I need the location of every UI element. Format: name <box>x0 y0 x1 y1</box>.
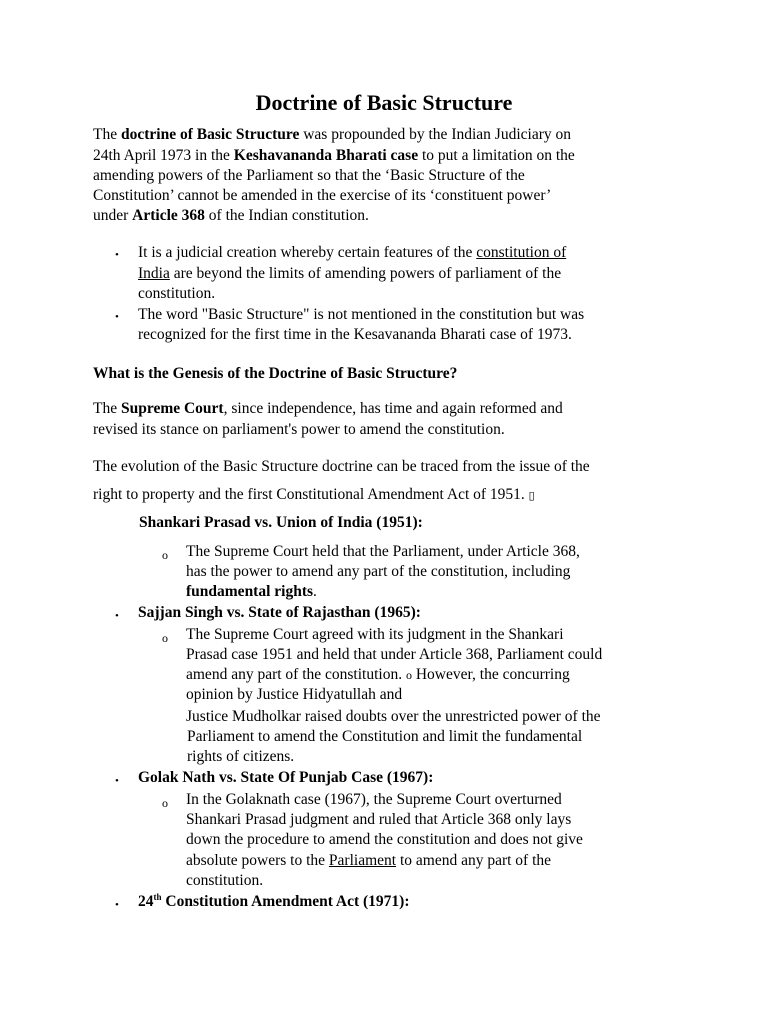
bold-term: Article 368 <box>132 207 205 224</box>
bullet1-line-3: constitution. <box>138 285 216 302</box>
intro-line-4: Constitution’ cannot be amended in the exercise of its ‘constituent power’ <box>93 187 552 204</box>
sajjan-line-7: rights of citizens. <box>187 748 295 765</box>
shankari-line-1: The Supreme Court held that the Parliament, under Article 368, <box>186 543 580 560</box>
text: to put a limitation on the <box>418 147 575 164</box>
bullet2-line-2: recognized for the first time in the Kesavananda Bharati case of 1973. <box>138 326 572 343</box>
parliament-link[interactable]: Parliament <box>328 852 397 869</box>
sajjan-line-4: opinion by Justice Hidyatullah and <box>186 686 403 703</box>
text: absolute powers to the <box>186 852 329 869</box>
intro-line-5 <box>93 206 369 227</box>
intro-line-2 <box>93 146 575 167</box>
intro-line-3: amending powers of the Parliament so that the ‘Basic Structure of the <box>93 167 525 184</box>
missing-glyph-icon: ▯ <box>528 489 535 502</box>
text: right to property and the first Constitutional Amendment Act of 1951. <box>93 486 525 503</box>
sajjan-heading: Sajjan Singh vs. State of Rajasthan (1965): <box>138 604 421 621</box>
golak-line-5: constitution. <box>186 872 264 889</box>
shankari-heading: Shankari Prasad vs. Union of India (1951): <box>139 514 423 531</box>
bullet-icon: • <box>115 899 119 911</box>
golak-line-3: down the procedure to amend the constitution and does not give <box>186 831 583 848</box>
golak-line-1: In the Golaknath case (1967), the Supreme Court overturned <box>186 791 562 808</box>
text: are beyond the limits of amending powers of parliament of the <box>169 265 562 282</box>
bold-term: doctrine of Basic Structure <box>120 126 300 143</box>
bold-term: fundamental rights <box>186 583 314 600</box>
sajjan-line-5: Justice Mudholkar raised doubts over the unrestricted power of the <box>186 708 601 725</box>
para2-line-1 <box>93 399 563 420</box>
constitution-link[interactable]: constitution of <box>476 244 567 261</box>
sub-bullet-icon: o <box>405 668 412 682</box>
text: The <box>93 400 121 417</box>
bold-term: Keshavananda Bharati case <box>233 147 419 164</box>
bullet1-line-2 <box>138 264 561 285</box>
sajjan-line-2: Prasad case 1951 and held that under Article 368, Parliament could <box>186 646 603 663</box>
bullet-icon: • <box>115 249 119 261</box>
text: under <box>93 207 133 224</box>
text: 24th April 1973 in the <box>93 147 234 164</box>
intro-line-1 <box>93 125 571 146</box>
shankari-line-2: has the power to amend any part of the constitution, including <box>186 563 571 580</box>
text: amend any part of the constitution. <box>186 666 406 683</box>
sub-bullet-icon: o <box>162 548 168 562</box>
golak-line-2: Shankari Prasad judgment and ruled that Article 368 only lays <box>186 811 572 828</box>
sajjan-line-1: The Supreme Court agreed with its judgment in the Shankari <box>186 626 564 643</box>
bullet-icon: • <box>115 775 119 787</box>
para3-line-2 <box>93 485 535 507</box>
para3-line-1: The evolution of the Basic Structure doctrine can be traced from the issue of the <box>93 458 590 475</box>
text: , since independence, has time and again reformed and <box>223 400 563 417</box>
text: 24 <box>138 893 154 910</box>
bullet-icon: • <box>115 610 119 622</box>
sajjan-line-3 <box>186 665 570 686</box>
sub-bullet-icon: o <box>162 631 168 645</box>
text: . <box>313 583 317 600</box>
india-link[interactable]: India <box>138 265 170 282</box>
text: Constitution Amendment Act (1971): <box>161 893 410 910</box>
ordinal-suffix: th <box>153 891 162 902</box>
amendment-24-heading <box>138 892 410 913</box>
bullet-icon: • <box>115 311 119 323</box>
bold-term: Supreme Court <box>120 400 224 417</box>
shankari-line-3 <box>186 582 317 603</box>
text: was propounded by the Indian Judiciary on <box>299 126 571 143</box>
bullet1-line-1 <box>138 243 566 264</box>
text: The <box>93 126 121 143</box>
sajjan-line-6: Parliament to amend the Constitution and limit the fundamental <box>187 728 583 745</box>
text: However, the concurring <box>411 666 570 683</box>
bullet2-line-1: The word "Basic Structure" is not mentioned in the constitution but was <box>138 306 585 323</box>
text: to amend any part of the <box>396 852 552 869</box>
sub-bullet-icon: o <box>162 796 168 810</box>
para2-line-2: revised its stance on parliament's power to amend the constitution. <box>93 421 505 438</box>
text: of the Indian constitution. <box>204 207 369 224</box>
golak-heading: Golak Nath vs. State Of Punjab Case (1967): <box>138 769 434 786</box>
text: It is a judicial creation whereby certain features of the <box>138 244 477 261</box>
golak-line-4 <box>186 851 551 872</box>
genesis-heading: What is the Genesis of the Doctrine of Basic Structure? <box>93 365 458 382</box>
page-title: Doctrine of Basic Structure <box>255 90 513 115</box>
